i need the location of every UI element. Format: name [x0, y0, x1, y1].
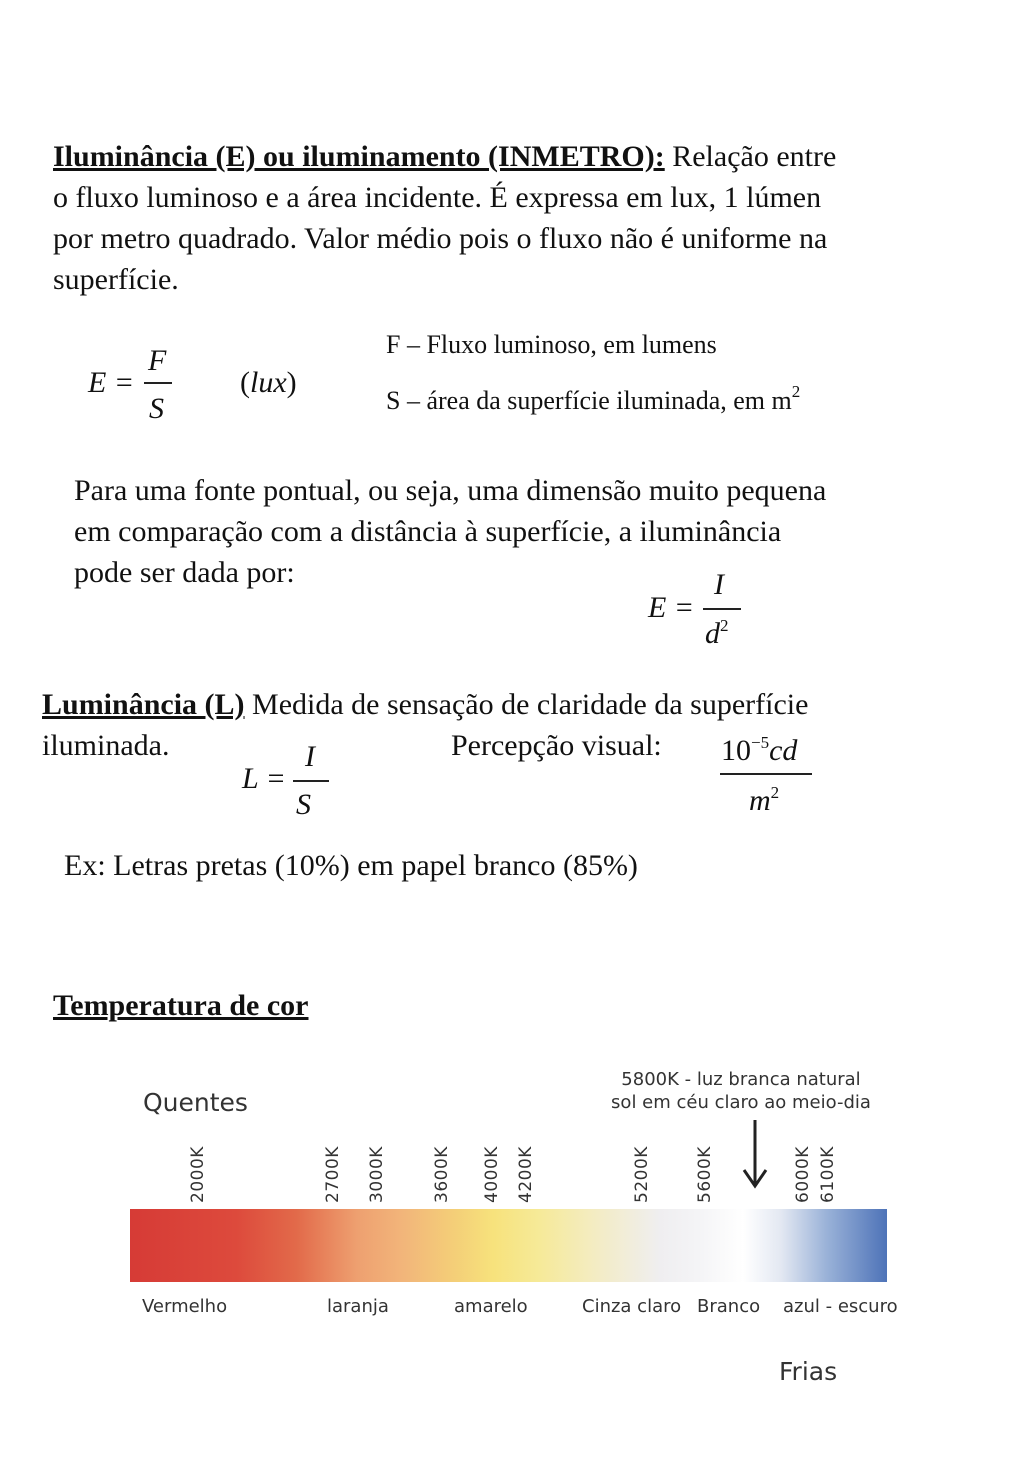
quentes-label: Quentes [143, 1088, 248, 1117]
formula3-lhs: L = [242, 762, 286, 795]
tick-3000k: 3000K [367, 1146, 387, 1203]
iluminancia-paragraph [53, 136, 953, 300]
formula1-unit-text: lux [250, 366, 287, 399]
iluminancia-text-first: Relação entre [664, 140, 837, 173]
name-branco: Branco [697, 1296, 761, 1317]
formula1-numerator: F [148, 344, 167, 377]
formula2-den-base: d [705, 617, 720, 650]
fonte-pontual-line-1: Para uma fonte pontual, ou seja, uma dimensão muito pequena [74, 474, 827, 507]
formula1-legend [386, 330, 800, 416]
frias-label: Frias [779, 1357, 838, 1386]
luminancia-text-first: Medida de sensação de claridade da superfície [244, 688, 809, 721]
temperatura-heading [53, 985, 309, 1026]
note-5800k-line-1: 5800K - luz branca natural [621, 1069, 861, 1090]
luminancia-line-1 [42, 684, 808, 725]
formula1-lhs: E = [88, 366, 135, 399]
legend-s [386, 382, 800, 416]
tick-5600k: 5600K [695, 1146, 715, 1203]
formula4-denominator [749, 783, 779, 818]
formula3-denominator: S [296, 788, 311, 821]
formula1-unit-open: ( [240, 366, 250, 399]
formula3-fraction-bar [293, 780, 329, 782]
formula4-num-unit: cd [769, 734, 798, 767]
formula1-unit [240, 366, 297, 400]
formula4-numerator [721, 733, 797, 768]
formula4-den-base: m [749, 784, 771, 817]
tick-4000k: 4000K [482, 1146, 502, 1203]
name-cinza-claro: Cinza claro [582, 1296, 682, 1317]
formula4-den-sup: 2 [770, 783, 780, 802]
note-5800k-line-2: sol em céu claro ao meio-dia [611, 1092, 871, 1113]
name-azul-escuro: azul - escuro [783, 1296, 898, 1317]
down-arrow-icon [740, 1118, 770, 1192]
tick-6100k: 6100K [818, 1146, 838, 1203]
formula4-num-sup: −5 [751, 733, 770, 752]
luminancia-heading: Luminância (L) [42, 688, 245, 721]
iluminancia-heading: Iluminância (E) ou iluminamento (INMETRO): [53, 140, 665, 173]
formula1-denominator: S [149, 392, 164, 425]
legend-f: F – Fluxo luminoso, em lumens [386, 330, 717, 359]
name-vermelho: Vermelho [142, 1296, 228, 1317]
iluminancia-line-2: o fluxo luminoso e a área incidente. É expressa em lux, 1 lúmen [53, 181, 822, 214]
example-text: Ex: Letras pretas (10%) em papel branco (85%) [64, 849, 638, 882]
fonte-pontual-line-3: pode ser dada por: [74, 556, 295, 589]
tick-2000k: 2000K [188, 1146, 208, 1203]
tick-2700k: 2700K [323, 1146, 343, 1203]
formula4-num-base: 10 [721, 734, 751, 767]
legend-s-sup: 2 [791, 382, 801, 401]
color-temperature-gradient-bar [130, 1209, 887, 1282]
tick-4200k: 4200K [516, 1146, 536, 1203]
iluminancia-line-1 [53, 136, 953, 177]
iluminancia-line-3: por metro quadrado. Valor médio pois o fluxo não é uniforme na [53, 222, 828, 255]
tick-3600k: 3600K [432, 1146, 452, 1203]
temperatura-heading-text: Temperatura de cor [53, 989, 309, 1022]
tick-6000k: 6000K [793, 1146, 813, 1203]
formula1-unit-close: ) [286, 366, 297, 399]
name-amarelo: amarelo [454, 1296, 528, 1317]
note-5800k [606, 1068, 876, 1114]
formula1-fraction-bar [144, 382, 172, 384]
formula3-numerator: I [305, 740, 315, 773]
tick-5200k: 5200K [632, 1146, 652, 1203]
fonte-pontual-line-2: em comparação com a distância à superfície, a iluminância [74, 515, 782, 548]
formula2-numerator: I [714, 568, 724, 601]
fonte-pontual-paragraph [74, 470, 954, 593]
name-laranja: laranja [327, 1296, 389, 1317]
luminancia-line-2: iluminada. [42, 729, 170, 762]
formula2-fraction-bar [703, 608, 741, 610]
formula2-denominator [705, 616, 729, 651]
legend-s-text: S – área da superfície iluminada, em m [386, 386, 792, 415]
percepcao-visual-label: Percepção visual: [451, 729, 662, 762]
formula2-den-sup: 2 [720, 616, 729, 635]
formula4-fraction-bar [720, 773, 812, 775]
formula2-lhs: E = [648, 591, 695, 624]
iluminancia-line-4: superfície. [53, 263, 179, 296]
